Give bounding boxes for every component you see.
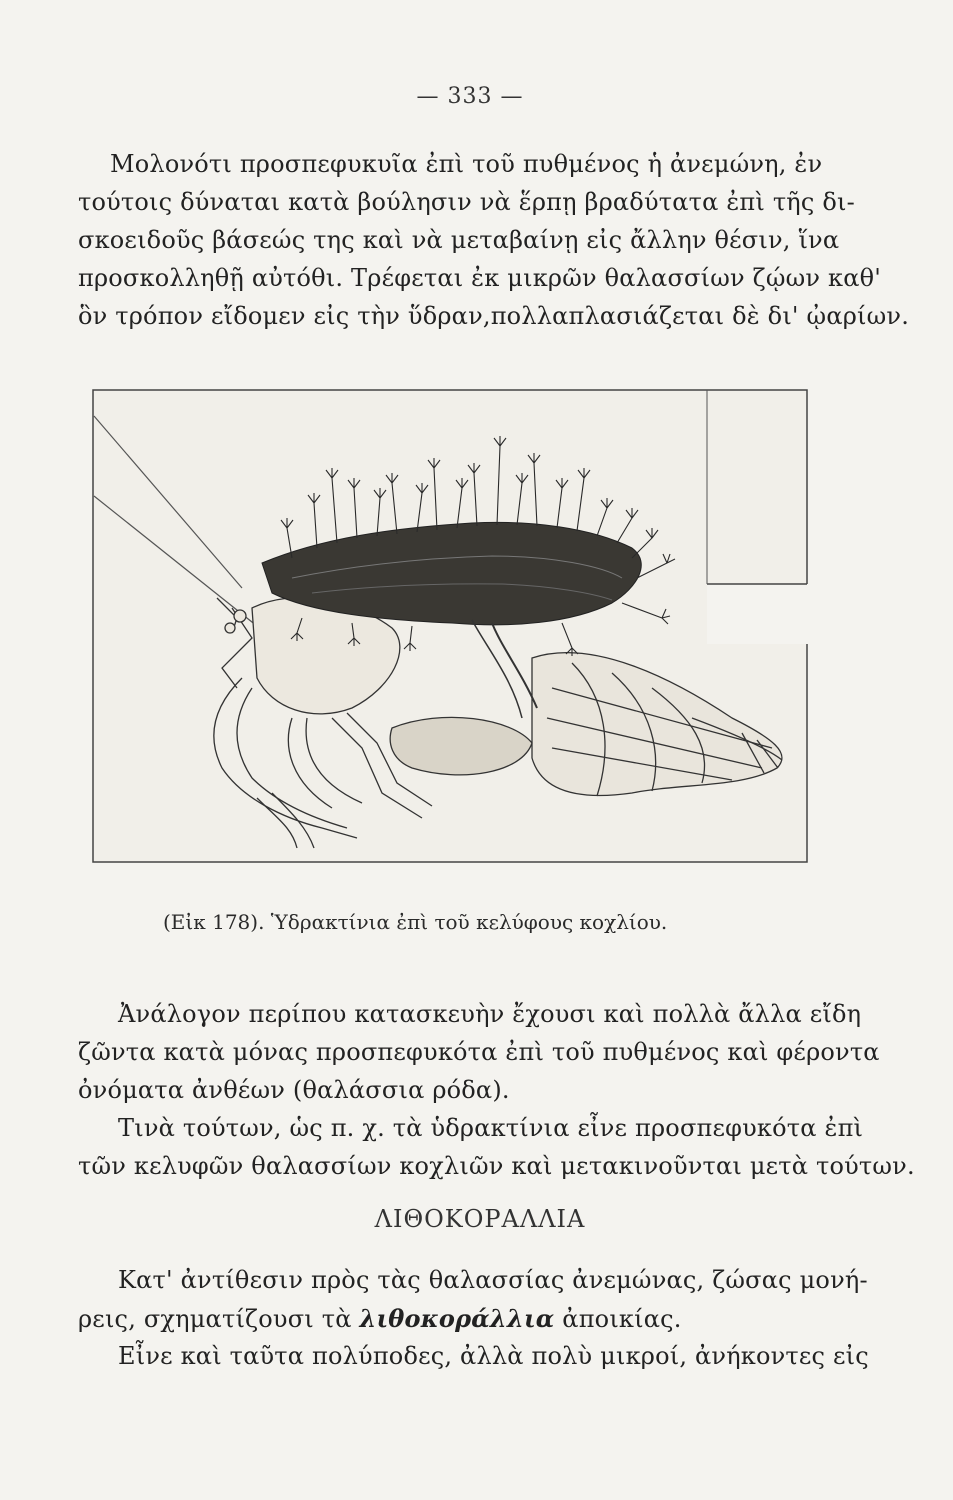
paragraph-line: Μολονότι προσπεφυκυῖα ἐπὶ τοῦ πυθμένος ἡ ἀνεμώνη, ἐν <box>110 150 823 178</box>
paragraph-line: τῶν κελυφῶν θαλασσίων κοχλιῶν καὶ μετακινοῦνται μετὰ τούτων. <box>78 1152 915 1180</box>
section-heading: ΛΙΘΟΚΟΡΑΛΛΙΑ <box>374 1205 586 1233</box>
figure-frame <box>93 390 807 862</box>
paragraph-line: Ἀνάλογον περίπου κατασκευὴν ἔχουσι καὶ πολλὰ ἄλλα εἴδη <box>118 1000 862 1028</box>
paragraph-line <box>78 1304 858 1333</box>
paragraph-line: ὀνόματα ἀνθέων (θαλάσσια ρόδα). <box>78 1076 510 1104</box>
text-segment: ἀποικίας. <box>554 1305 682 1333</box>
paragraph-line: Τινὰ τούτων, ὡς π. χ. τὰ ὑδρακτίνια εἶνε προσπεφυκότα ἐπὶ <box>118 1114 864 1142</box>
page-number: — 333 — <box>416 84 524 109</box>
figure-caption: (Εἰκ 178). Ὑδρακτίνια ἐπὶ τοῦ κελύφους κοχλίου. <box>163 910 668 934</box>
paragraph-line: σκοειδοῦς βάσεώς της καὶ νὰ μεταβαίνῃ εἰς ἄλλην θέσιν, ἵνα <box>78 226 840 254</box>
paragraph-line: Κατ' ἀντίθεσιν πρὸς τὰς θαλασσίας ἀνεμώνας, ζώσας μονή- <box>118 1266 868 1294</box>
paragraph-line: προσκολληθῇ αὐτόθι. Τρέφεται ἐκ μικρῶν θαλασσίων ζῴων καθ' <box>78 264 882 292</box>
emphasized-term: λιθοκοράλλια <box>359 1304 555 1333</box>
paragraph-line: τούτοις δύναται κατὰ βούλησιν νὰ ἕρπῃ βραδύτατα ἐπὶ τῆς δι- <box>78 188 855 216</box>
paragraph-line: ὃν τρόπον εἴδομεν εἰς τὴν ὕδραν,πολλαπλασιάζεται δὲ δι' ᾠαρίων. <box>78 302 910 330</box>
paragraph-line: ζῶντα κατὰ μόνας προσπεφυκότα ἐπὶ τοῦ πυθμένος καὶ φέροντα <box>78 1038 880 1066</box>
hydractinia-illustration <box>92 388 810 866</box>
paragraph-line: Εἶνε καὶ ταῦτα πολύποδες, ἀλλὰ πολὺ μικροί, ἀνήκοντες εἰς <box>118 1342 869 1370</box>
text-segment: ρεις, σχηματίζουσι τὰ <box>78 1305 360 1333</box>
